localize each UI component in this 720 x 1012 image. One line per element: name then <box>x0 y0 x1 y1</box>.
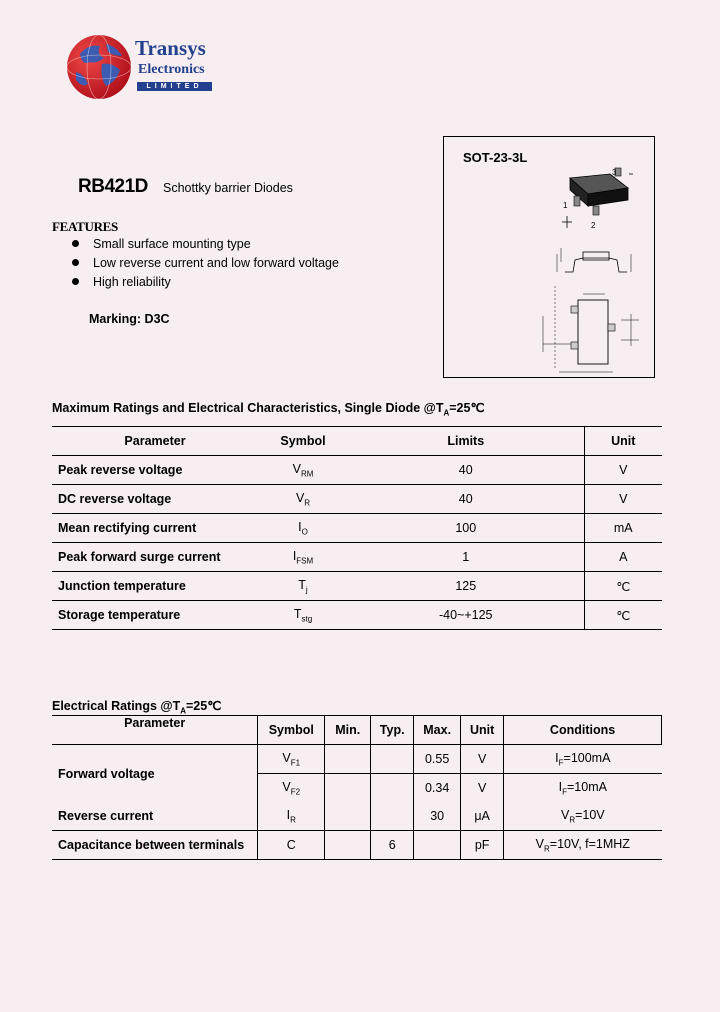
elec-ratings-heading: Electrical Ratings $@T_A=25℃$ <box>52 699 222 716</box>
table-row: Mean rectifying current $I_O$ 100 mA <box>52 514 662 543</box>
elec-ratings-table <box>52 715 662 860</box>
table-row: Junction temperature $T_j$ 125 ℃ <box>52 572 662 601</box>
part-number: RB421D <box>78 176 148 197</box>
col-header: Conditions <box>504 716 662 745</box>
table-row: Capacitance between terminals C 6 pF $V_R=10V$, f=1MHZ <box>52 831 662 860</box>
max-ratings-heading: Maximum Ratings and Electrical Characteristics, Single Diode $@T_A=25℃$ <box>52 401 485 418</box>
table-row: Peak reverse voltage $V_{RM}$ 40 V <box>52 456 662 485</box>
part-description: Schottky barrier Diodes <box>163 181 293 195</box>
features-heading: FEATURES <box>52 219 118 234</box>
col-header: Symbol <box>280 434 326 448</box>
package-drawing-icon <box>443 136 655 378</box>
col-header: Unit <box>611 434 636 448</box>
col-header: Parameter <box>52 716 258 745</box>
marking: Marking: D3C <box>89 312 170 326</box>
pin-label: 3 <box>612 168 617 177</box>
logo-name: Transys <box>135 36 206 60</box>
col-header: Symbol <box>258 716 325 745</box>
package-title: SOT-23-3L <box>463 150 528 165</box>
logo-limited: LIMITED <box>137 82 212 91</box>
table-row: Reverse current $I_R$ 30 μA $V_R=10V$ <box>52 802 662 831</box>
table-row: Storage temperature $T_{stg}$ -40~+125 ℃ <box>52 601 662 630</box>
max-ratings-table <box>52 426 662 630</box>
col-header: Max. <box>414 716 461 745</box>
col-header: Parameter <box>124 434 186 448</box>
col-header: Min. <box>325 716 371 745</box>
pin-label: 1 <box>563 201 568 210</box>
col-header: Limits <box>348 427 584 456</box>
feature-item: Small surface mounting type <box>72 237 251 251</box>
table-row: $V_{F2}$ 0.34 V $I_F=10mA$ <box>52 774 662 803</box>
col-header: Typ. <box>371 716 414 745</box>
logo-subtitle: Electronics <box>138 62 205 77</box>
bullet-icon <box>72 259 79 266</box>
pin-label: 2 <box>591 221 596 230</box>
bullet-icon <box>72 278 79 285</box>
table-row: DC reverse voltage $V_R$ 40 V <box>52 485 662 514</box>
feature-item: High reliability <box>72 275 171 289</box>
table-row: Peak forward surge current $I_{FSM}$ 1 A <box>52 543 662 572</box>
feature-item: Low reverse current and low forward voltage <box>72 256 339 270</box>
logo-globe-icon <box>66 34 132 100</box>
col-header: Unit <box>461 716 504 745</box>
table-row: Forward voltage $V_{F1}$ 0.55 V $I_F=100mA$ <box>52 745 662 774</box>
bullet-icon <box>72 240 79 247</box>
